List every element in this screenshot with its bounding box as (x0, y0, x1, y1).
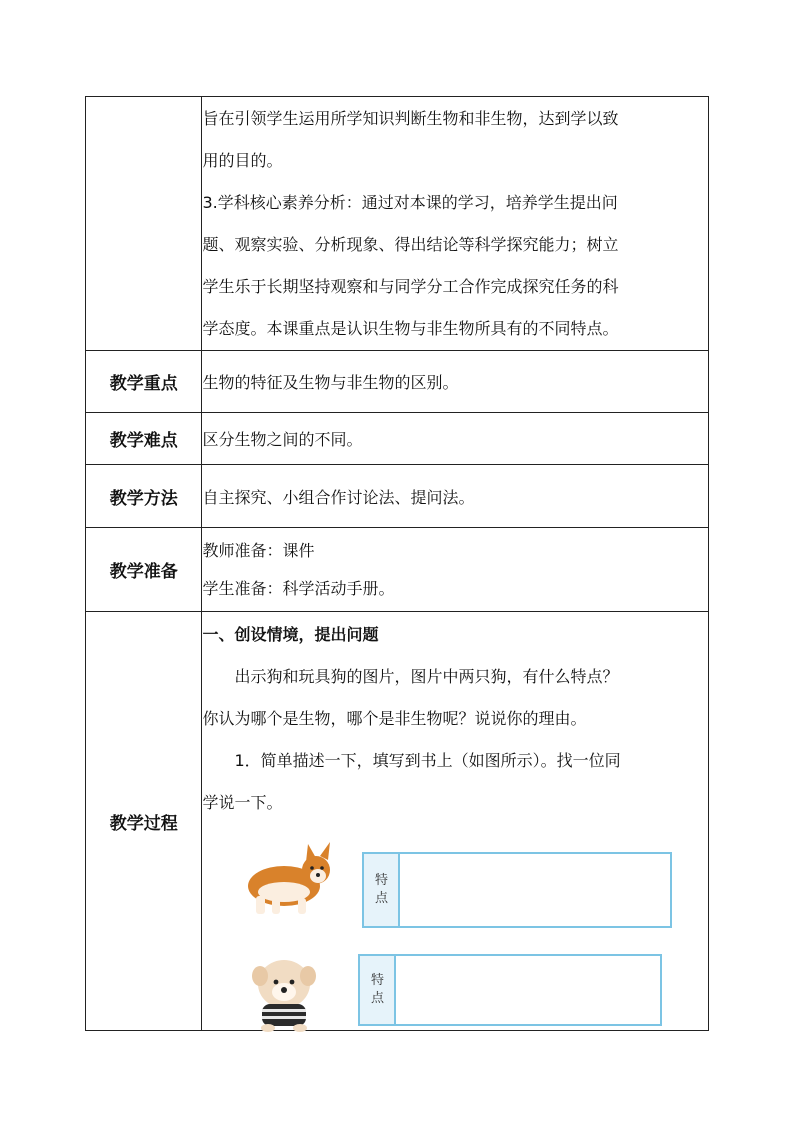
corgi-dog-image (238, 842, 338, 924)
difficulty-row (86, 413, 709, 465)
key-point-text: 生物的特征及生物与非生物的区别。 (202, 351, 709, 413)
method-label: 教学方法 (86, 465, 202, 528)
key-point-row (86, 351, 709, 413)
lesson-plan-table (85, 96, 709, 1031)
intro-line: 学生乐于长期坚持观察和与同学分工合作完成探究任务的科 (202, 277, 619, 296)
intro-line: 旨在引领学生运用所学知识判断生物和非生物，达到学以致 (202, 109, 619, 128)
box-tag-char: 特 (370, 973, 384, 988)
difficulty-text: 区分生物之间的不同。 (202, 413, 709, 465)
method-text: 自主探究、小组合作讨论法、提问法。 (202, 465, 709, 528)
intro-line: 学态度。本课重点是认识生物与非生物所具有的不同特点。 (202, 319, 619, 338)
key-point-label: 教学重点 (86, 351, 202, 413)
process-para1-line2: 你认为哪个是生物，哪个是非生物呢？说说你的理由。 (202, 709, 587, 728)
prep-label: 教学准备 (86, 528, 202, 612)
feature-box-1[interactable] (362, 852, 672, 928)
prep-row (86, 528, 709, 612)
student-prep: 学生准备：科学活动手册。 (202, 578, 395, 598)
process-para1-line1: 出示狗和玩具狗的图片，图片中两只狗，有什么特点？ (234, 667, 619, 686)
method-row (86, 465, 709, 528)
feature-box-2[interactable] (358, 954, 662, 1026)
feature-box-2-tag (360, 956, 396, 1024)
intro-content-cell (202, 97, 709, 351)
worksheet-figure (202, 824, 708, 1024)
process-label: 教学过程 (86, 612, 202, 1031)
feature-box-1-tag (364, 854, 400, 926)
intro-line: 题、观察实验、分析现象、得出结论等科学探究能力；树立 (202, 235, 619, 254)
process-row (86, 612, 709, 1031)
plush-dog-image (244, 954, 324, 1032)
box-tag-char: 点 (374, 891, 388, 906)
process-heading: 一、创设情境，提出问题 (202, 625, 379, 644)
intro-row (86, 97, 709, 351)
difficulty-label: 教学难点 (86, 413, 202, 465)
process-para2-line1: 1．简单描述一下，填写到书上（如图所示）。找一位同 (234, 751, 621, 770)
intro-label-cell (86, 97, 202, 351)
box-tag-char: 点 (370, 991, 384, 1006)
intro-line: 3.学科核心素养分析：通过对本课的学习，培养学生提出问 (202, 193, 618, 212)
intro-line: 用的目的。 (202, 151, 283, 170)
teacher-prep: 教师准备：课件 (202, 540, 315, 560)
process-para2-line2: 学说一下。 (202, 793, 283, 812)
process-content-cell (202, 612, 709, 1031)
box-tag-char: 特 (374, 873, 388, 888)
prep-content-cell (202, 528, 709, 612)
